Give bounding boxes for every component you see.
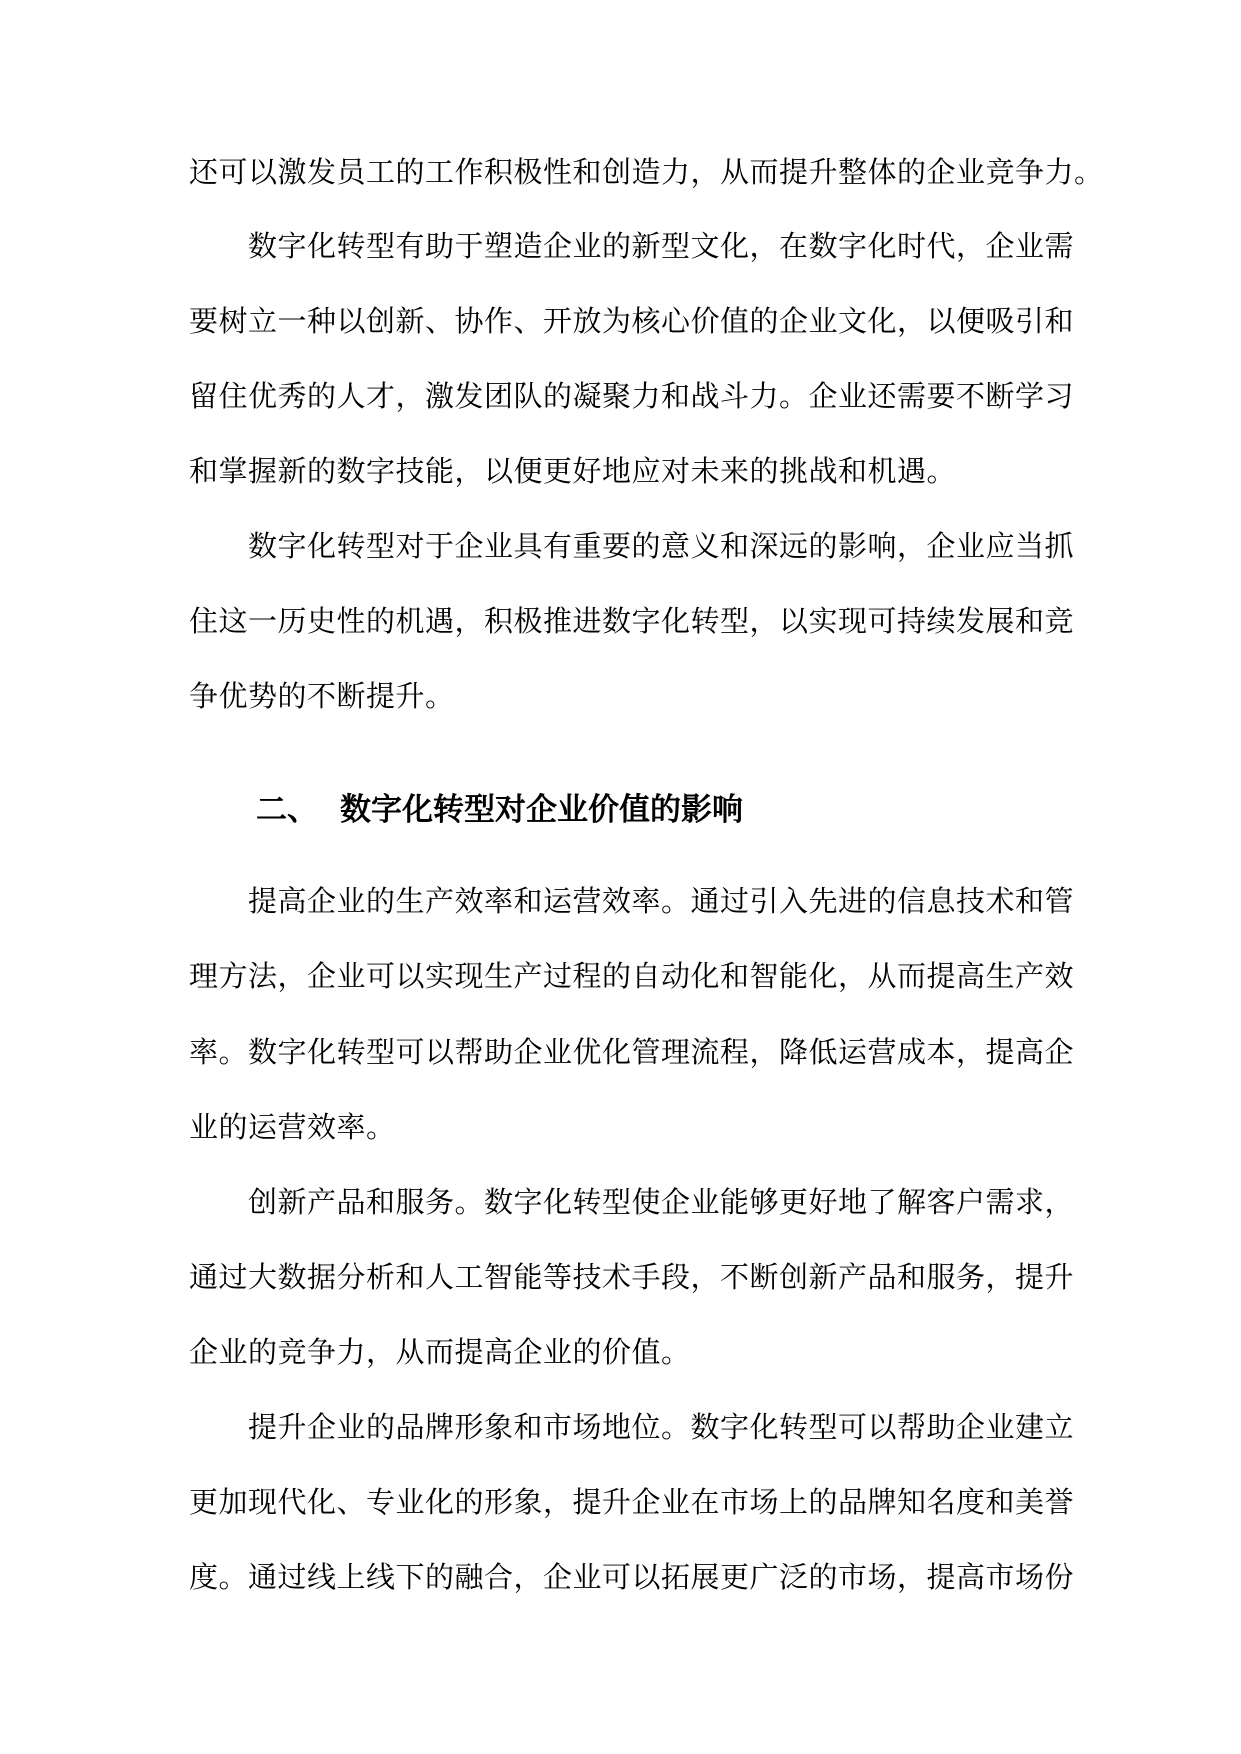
paragraph-line: 争优势的不断提升。 <box>189 679 455 713</box>
paragraph-line: 留住优秀的人才，激发团队的凝聚力和战斗力。企业还需要不断学习 <box>189 379 1075 413</box>
paragraph-line: 率。数字化转型可以帮助企业优化管理流程，降低运营成本，提高企 <box>189 1035 1075 1069</box>
paragraph-line: 数字化转型对于企业具有重要的意义和深远的影响，企业应当抓 <box>248 529 1075 563</box>
paragraph-line: 数字化转型有助于塑造企业的新型文化，在数字化时代，企业需 <box>248 229 1075 263</box>
paragraph-line: 提高企业的生产效率和运营效率。通过引入先进的信息技术和管 <box>248 884 1075 918</box>
section-heading <box>256 788 743 832</box>
paragraph-line: 创新产品和服务。数字化转型使企业能够更好地了解客户需求， <box>248 1185 1075 1219</box>
paragraph-line: 提升企业的品牌形象和市场地位。数字化转型可以帮助企业建立 <box>248 1410 1075 1444</box>
paragraph-line: 更加现代化、专业化的形象，提升企业在市场上的品牌知名度和美誉 <box>189 1485 1075 1519</box>
paragraph-line: 还可以激发员工的工作积极性和创造力，从而提升整体的企业竞争力。 <box>189 155 1104 189</box>
paragraph-line: 理方法，企业可以实现生产过程的自动化和智能化，从而提高生产效 <box>189 959 1075 993</box>
section-title: 数字化转型对企业价值的影响 <box>340 792 743 828</box>
paragraph-line: 度。通过线上线下的融合，企业可以拓展更广泛的市场，提高市场份 <box>189 1560 1075 1594</box>
paragraph-line: 住这一历史性的机遇，积极推进数字化转型，以实现可持续发展和竞 <box>189 604 1075 638</box>
paragraph-line: 要树立一种以创新、协作、开放为核心价值的企业文化，以便吸引和 <box>189 304 1075 338</box>
paragraph-line: 和掌握新的数字技能，以便更好地应对未来的挑战和机遇。 <box>189 454 957 488</box>
paragraph-line: 通过大数据分析和人工智能等技术手段，不断创新产品和服务，提升 <box>189 1260 1075 1294</box>
paragraph-line: 企业的竞争力，从而提高企业的价值。 <box>189 1335 691 1369</box>
paragraph-line: 业的运营效率。 <box>189 1110 396 1144</box>
section-number: 二、 <box>256 792 318 828</box>
